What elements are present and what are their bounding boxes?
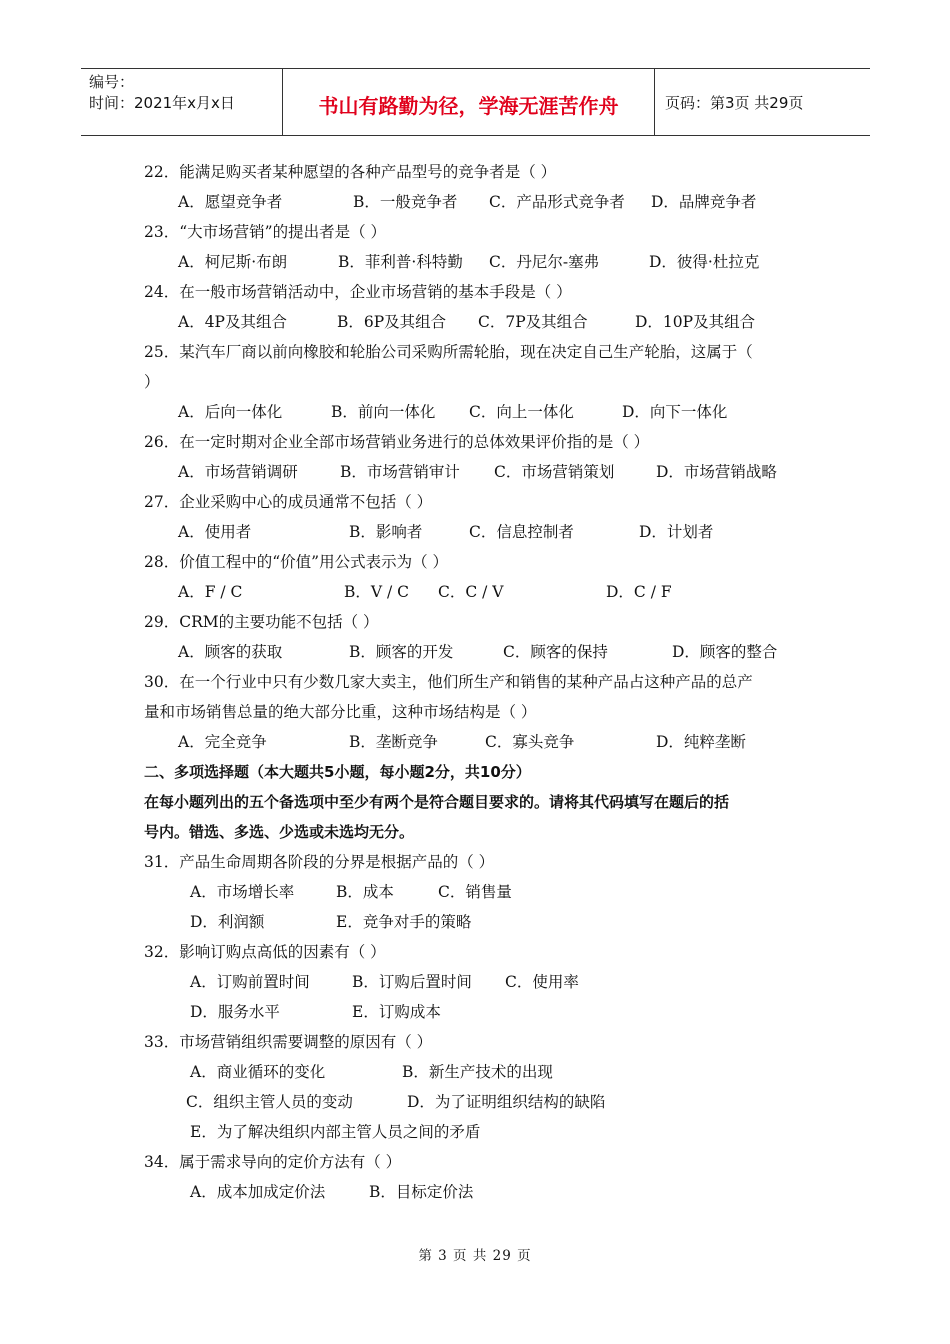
- option: B．6P及其组合: [337, 313, 447, 331]
- question-stem: 26．在一定时期对企业全部市场营销业务进行的总体效果评价指的是（ ）: [144, 433, 650, 451]
- option: C．组织主管人员的变动: [186, 1093, 353, 1111]
- option: D．品牌竞争者: [651, 193, 757, 211]
- option: C．寡头竞争: [485, 733, 575, 751]
- option: A．愿望竞争者: [178, 193, 283, 211]
- question-stem: 24．在一般市场营销活动中，企业市场营销的基本手段是（ ）: [144, 283, 572, 301]
- option: C．使用率: [505, 973, 579, 991]
- option: D．向下一体化: [622, 403, 728, 421]
- option: E．订购成本: [352, 1003, 441, 1021]
- question-stem: 28．价值工程中的“价值”用公式表示为（ ）: [144, 553, 448, 571]
- question-stem: 22．能满足购买者某种愿望的各种产品型号的竞争者是（ ）: [144, 163, 557, 181]
- option: B．新生产技术的出现: [402, 1063, 553, 1081]
- option: B．影响者: [349, 523, 423, 541]
- option: A．柯尼斯·布朗: [178, 253, 288, 271]
- option: D．彼得·杜拉克: [649, 253, 760, 271]
- option: C．销售量: [438, 883, 512, 901]
- option: B．前向一体化: [331, 403, 436, 421]
- option: B．菲利普·科特勤: [338, 253, 463, 271]
- question-options: [144, 1117, 824, 1147]
- option: C．顾客的保持: [503, 643, 608, 661]
- page-header: [81, 68, 870, 136]
- option: A．4P及其组合: [178, 313, 287, 331]
- option: C．丹尼尔-塞弗: [489, 253, 600, 271]
- question-stem: 32．影响订购点高低的因素有（ ）: [144, 943, 386, 961]
- question-options: [144, 397, 824, 427]
- question-options: [144, 967, 824, 997]
- option: E．竞争对手的策略: [336, 913, 472, 931]
- page-footer: 第 3 页 共 29 页: [418, 1248, 532, 1264]
- question-stem-continued: ）: [144, 373, 160, 391]
- option: C．信息控制者: [469, 523, 574, 541]
- question-options: [144, 997, 824, 1027]
- option: A．市场增长率: [190, 883, 295, 901]
- question-options: [144, 187, 824, 217]
- option: C．产品形式竞争者: [489, 193, 625, 211]
- option: A．F / C: [178, 583, 243, 601]
- document-date-label: 时间：2021年x月x日: [89, 94, 235, 112]
- question-stem: 34．属于需求导向的定价方法有（ ）: [144, 1153, 402, 1171]
- option: C．C / V: [438, 583, 504, 601]
- option: B．V / C: [344, 583, 410, 601]
- option: C．市场营销策划: [494, 463, 615, 481]
- option: D．10P及其组合: [635, 313, 756, 331]
- exam-content: [144, 157, 824, 1207]
- question-options: [144, 1087, 824, 1117]
- option: D．利润额: [190, 913, 265, 931]
- option: D．顾客的整合: [672, 643, 778, 661]
- question-options: [144, 457, 824, 487]
- option: D．服务水平: [190, 1003, 280, 1021]
- option: B．订购后置时间: [352, 973, 472, 991]
- document-number-label: 编号：: [89, 73, 135, 91]
- option: D．计划者: [639, 523, 714, 541]
- question-options: [144, 907, 824, 937]
- option: B．目标定价法: [369, 1183, 474, 1201]
- question-options: [144, 247, 824, 277]
- question-options: [144, 307, 824, 337]
- header-motto: 书山有路勤为径，学海无涯苦作舟: [283, 69, 655, 135]
- question-stem: 30．在一个行业中只有少数几家大卖主，他们所生产和销售的某种产品占这种产品的总产: [144, 673, 753, 691]
- option: D．市场营销战略: [656, 463, 777, 481]
- option: B．成本: [336, 883, 394, 901]
- header-page-info: 页码：第3页 共29页: [665, 93, 804, 112]
- option: A．顾客的获取: [178, 643, 283, 661]
- section-instruction: 号内。错选、多选、少选或未选均无分。: [144, 823, 415, 841]
- question-stem: 29．CRM的主要功能不包括（ ）: [144, 613, 379, 631]
- question-options: [144, 1177, 824, 1207]
- question-stem: 23．“大市场营销”的提出者是（ ）: [144, 223, 386, 241]
- option: A．商业循环的变化: [190, 1063, 326, 1081]
- section-title: 二、多项选择题（本大题共5小题，每小题2分，共10分）: [144, 763, 531, 781]
- option: A．市场营销调研: [178, 463, 298, 481]
- option: A．后向一体化: [178, 403, 283, 421]
- question-options: [144, 727, 824, 757]
- question-options: [144, 877, 824, 907]
- question-options: [144, 517, 824, 547]
- section-instruction: 在每小题列出的五个备选项中至少有两个是符合题目要求的。请将其代码填写在题后的括: [144, 793, 730, 811]
- question-stem-continued: 量和市场销售总量的绝大部分比重，这种市场结构是（ ）: [144, 703, 537, 721]
- option: A．成本加成定价法: [190, 1183, 326, 1201]
- option: A．完全竞争: [178, 733, 267, 751]
- option: A．订购前置时间: [190, 973, 310, 991]
- option: B．市场营销审计: [340, 463, 460, 481]
- question-options: [144, 577, 824, 607]
- option: B．垄断竞争: [349, 733, 438, 751]
- option: E．为了解决组织内部主管人员之间的矛盾: [190, 1123, 481, 1141]
- question-options: [144, 1057, 824, 1087]
- option: A．使用者: [178, 523, 252, 541]
- option: C．7P及其组合: [478, 313, 588, 331]
- header-meta: [81, 69, 283, 135]
- option: B．一般竞争者: [353, 193, 458, 211]
- question-stem: 33．市场营销组织需要调整的原因有（ ）: [144, 1033, 433, 1051]
- option: D．C / F: [606, 583, 672, 601]
- question-stem: 31．产品生命周期各阶段的分界是根据产品的（ ）: [144, 853, 495, 871]
- option: C．向上一体化: [469, 403, 574, 421]
- option: D．纯粹垄断: [656, 733, 746, 751]
- option: B．顾客的开发: [349, 643, 454, 661]
- question-stem: 25．某汽车厂商以前向橡胶和轮胎公司采购所需轮胎，现在决定自己生产轮胎，这属于（: [144, 343, 753, 361]
- question-stem: 27．企业采购中心的成员通常不包括（ ）: [144, 493, 433, 511]
- question-options: [144, 637, 824, 667]
- option: D．为了证明组织结构的缺陷: [407, 1093, 606, 1111]
